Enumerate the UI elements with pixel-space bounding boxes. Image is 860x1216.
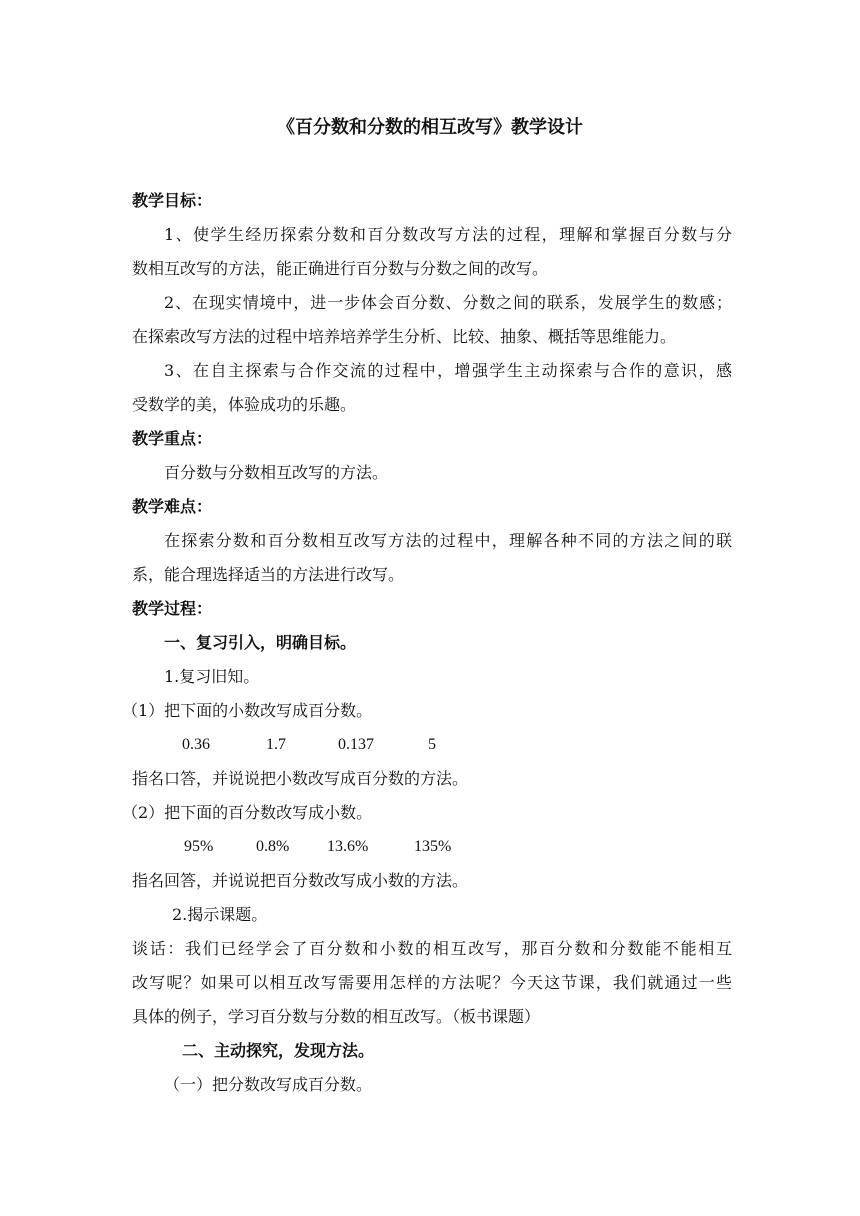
question-1: （1）把下面的小数改写成百分数。: [122, 701, 373, 720]
decimal-item: 5: [428, 736, 436, 753]
objective-1-line-1: 1、使学生经历探索分数和百分数改写方法的过程，理解和掌握百分数与分: [164, 225, 732, 244]
review-label: 1.复习旧知。: [164, 667, 260, 686]
difficulties-heading: 教学难点：: [132, 497, 213, 516]
percent-item: 13.6%: [327, 838, 369, 855]
process-heading: 教学过程：: [132, 599, 213, 618]
question-2-answer: 指名回答，并说说把百分数改写成小数的方法。: [132, 871, 469, 890]
objective-1-line-2: 数相互改写的方法，能正确进行百分数与分数之间的改写。: [132, 259, 549, 278]
objective-2-line-2: 在探索改写方法的过程中培养培养学生分析、比较、抽象、概括等思维能力。: [132, 327, 677, 346]
percent-item: 0.8%: [256, 838, 290, 855]
section-1-heading: 一、复习引入，明确目标。: [164, 633, 357, 652]
reveal-topic-label: 2.揭示课题。: [172, 905, 268, 924]
percent-item: 95%: [184, 838, 214, 855]
question-1-answer: 指名口答，并说说把小数改写成百分数的方法。: [132, 769, 469, 788]
difficulties-line-2: 系，能合理选择适当的方法进行改写。: [132, 565, 405, 584]
question-2: （2）把下面的百分数改写成小数。: [122, 803, 373, 822]
decimal-item: 1.7: [266, 736, 286, 753]
key-points-heading: 教学重点：: [132, 429, 213, 448]
talk-line-2: 改写呢？如果可以相互改写需要用怎样的方法呢？今天这节课，我们就通过一些: [132, 973, 732, 992]
objective-2-line-1: 2、在现实情境中，进一步体会百分数、分数之间的联系，发展学生的数感；: [164, 293, 732, 312]
decimal-item: 0.36: [182, 736, 210, 753]
percent-item: 135%: [414, 838, 452, 855]
talk-line-1: 谈话：我们已经学会了百分数和小数的相互改写，那百分数和分数能不能相互: [132, 939, 732, 958]
section-2-heading: 二、主动探究，发现方法。: [182, 1041, 375, 1060]
key-points-text: 百分数与分数相互改写的方法。: [164, 463, 389, 482]
objective-3-line-2: 受数学的美，体验成功的乐趣。: [132, 395, 357, 414]
talk-line-3: 具体的例子，学习百分数与分数的相互改写。（板书课题）: [132, 1007, 541, 1026]
objective-3-line-1: 3、在自主探索与合作交流的过程中，增强学生主动探索与合作的意识，感: [164, 361, 732, 380]
subsection-1-heading: （一）把分数改写成百分数。: [164, 1075, 373, 1094]
objectives-heading: 教学目标：: [132, 191, 213, 210]
decimal-item: 0.137: [338, 736, 374, 753]
difficulties-line-1: 在探索分数和百分数相互改写方法的过程中，理解各种不同的方法之间的联: [164, 531, 732, 550]
document-title: 《百分数和分数的相互改写》教学设计: [277, 117, 583, 138]
